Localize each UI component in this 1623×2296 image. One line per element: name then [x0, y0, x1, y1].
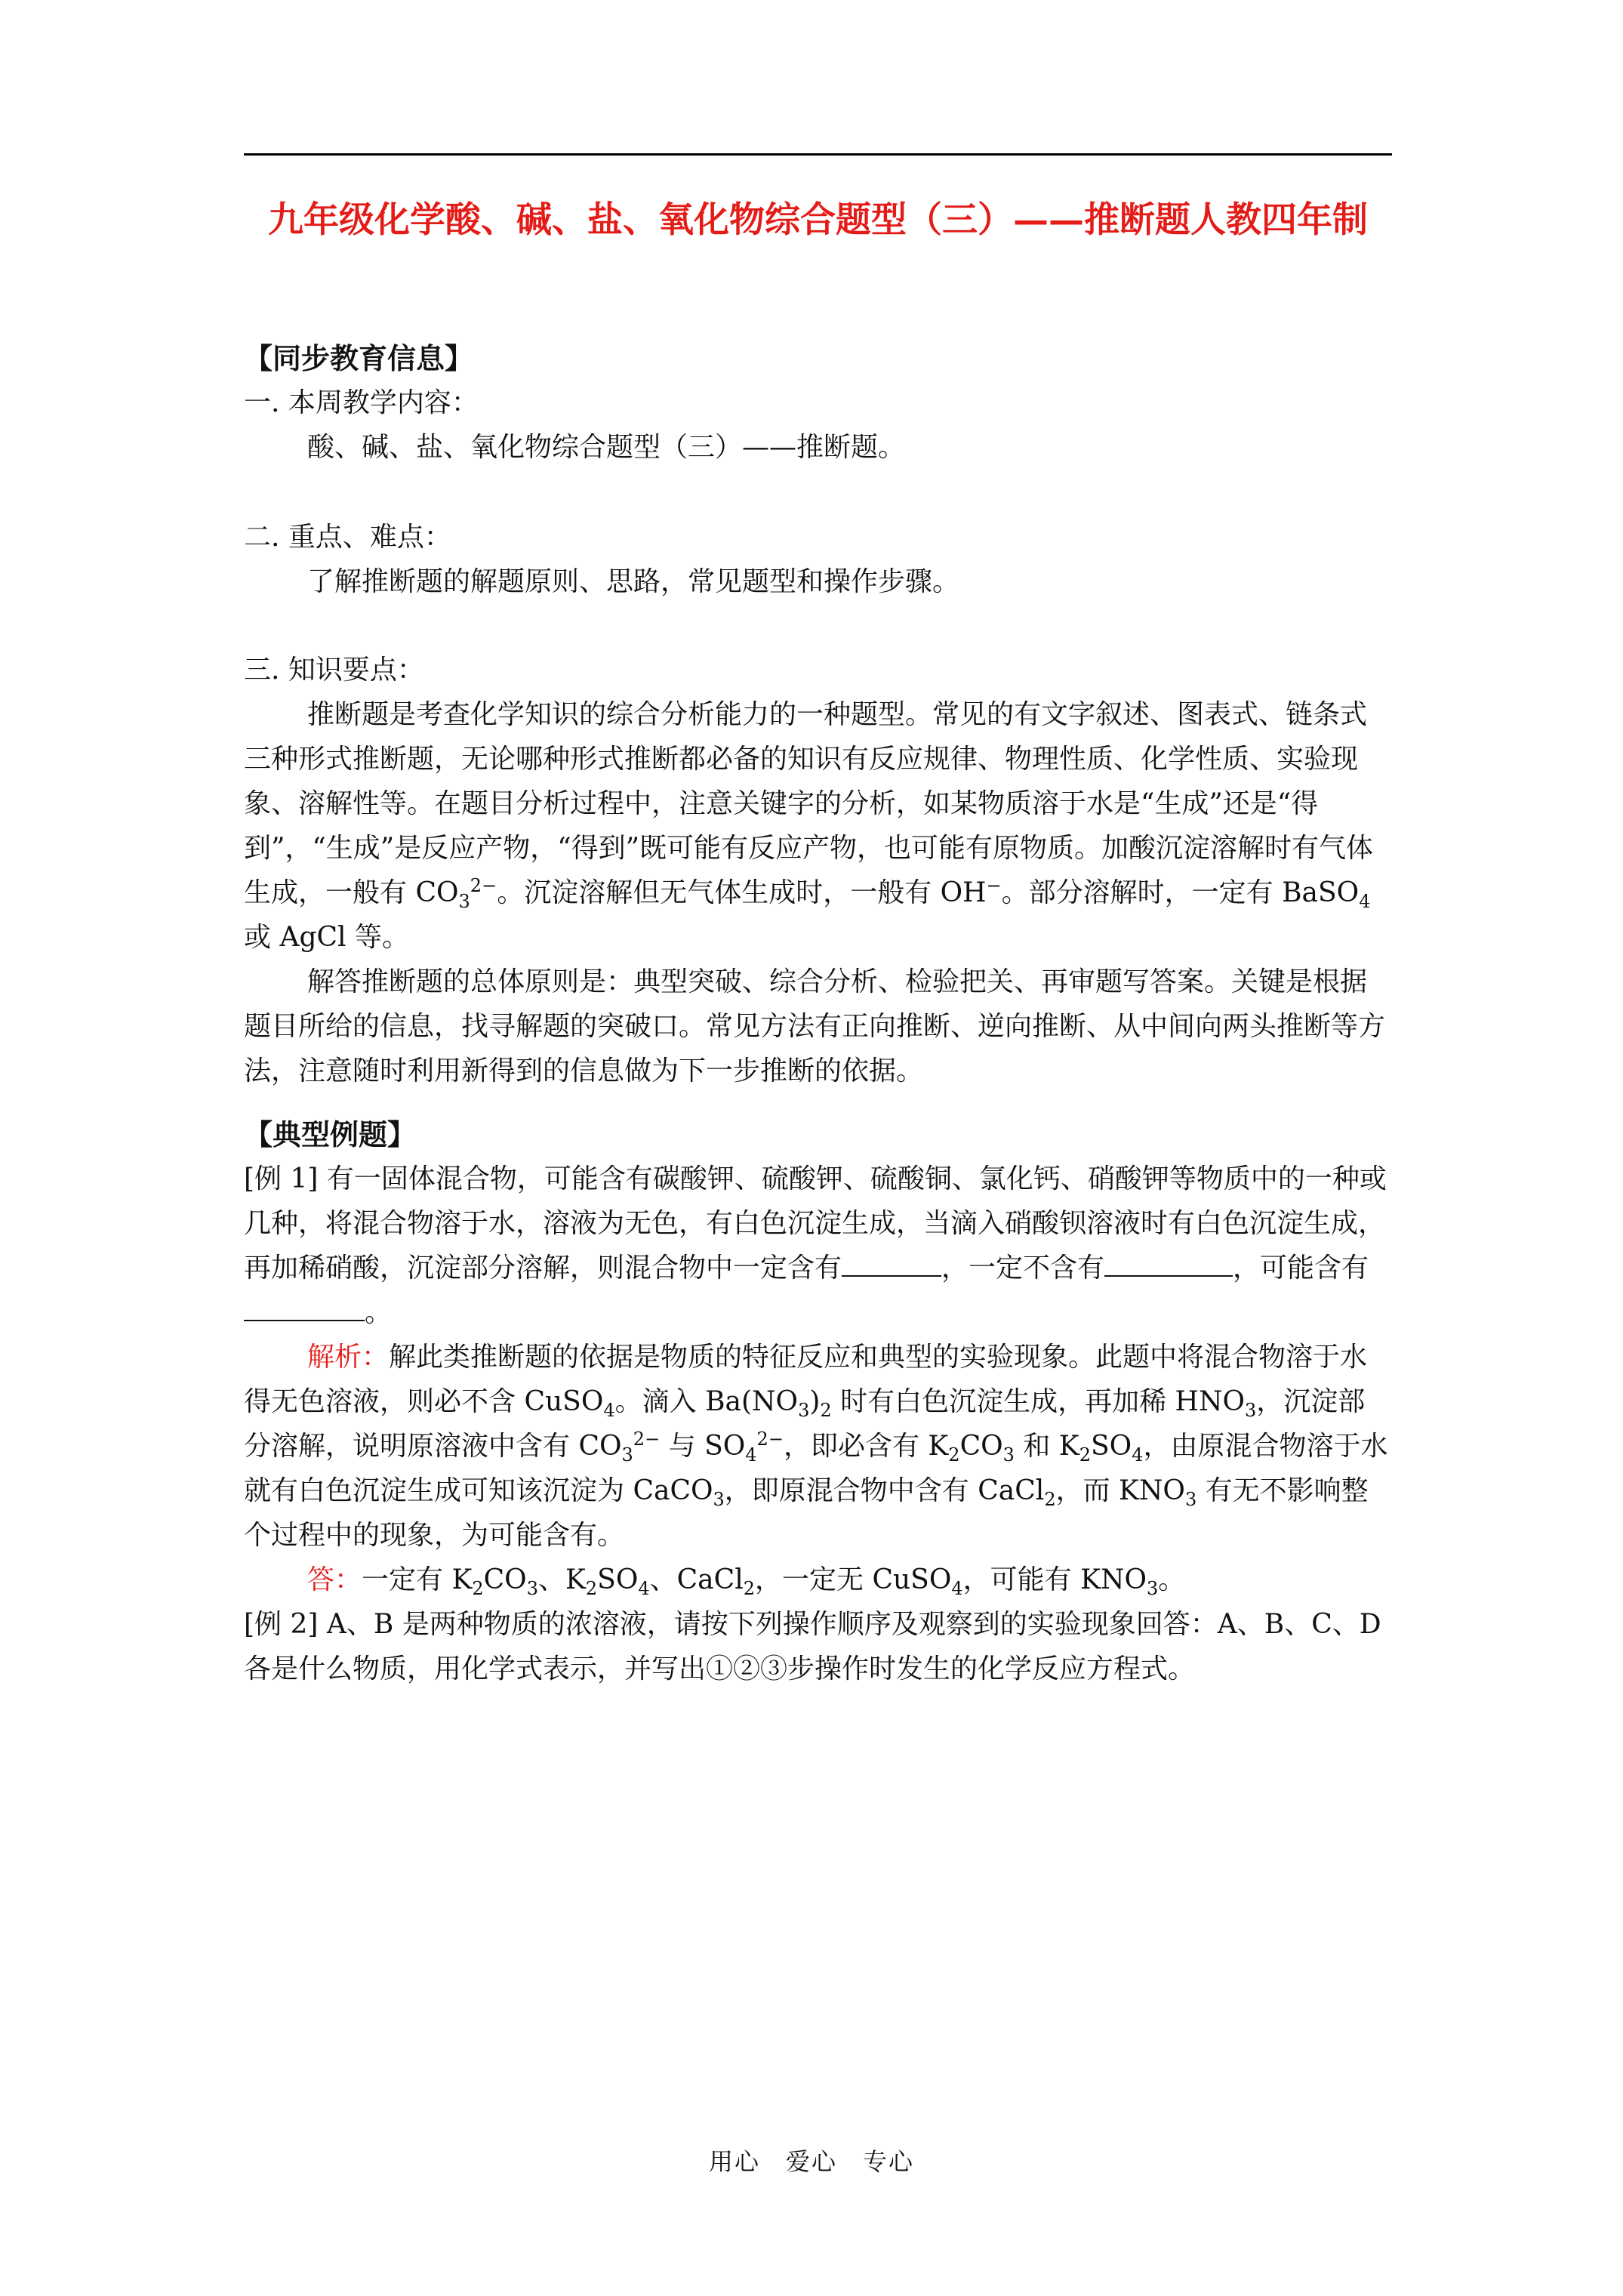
- section-2-label: 二. 重点、难点：: [244, 522, 451, 553]
- header-rule: [244, 153, 1392, 156]
- example-2-question: [例 2] A、B 是两种物质的浓溶液，请按下列操作顺序及观察到的实验现象回答：A、B、C、D 各是什么物质，用化学式表示，并写出①②③步操作时发生的化学反应方程式。: [244, 1609, 1381, 1684]
- section-3-label: 三. 知识要点：: [244, 655, 424, 686]
- section-1-label: 一. 本周教学内容：: [244, 387, 479, 418]
- answer-label: 答：: [307, 1564, 362, 1595]
- knowledge-paragraph-2: 解答推断题的总体原则是：典型突破、综合分析、检验把关、再审题写答案。关键是根据题目所给的信息，找寻解题的突破口。常见方法有正向推断、逆向推断、从中间向两头推断等方法，注意随时利用新得到的信息做为下一步推断的依据。: [244, 966, 1386, 1086]
- examples-header: 【典型例题】: [244, 1117, 417, 1151]
- section-3: [244, 648, 1392, 1093]
- analysis-label: 解析：: [307, 1342, 390, 1373]
- page-footer: 用心 爱心 专心: [708, 2147, 914, 2176]
- knowledge-paragraph-1: 推断题是考查化学知识的综合分析能力的一种题型。常见的有文字叙述、图表式、链条式三种形式推断题，无论哪种形式推断都必备的知识有反应规律、物理性质、化学性质、实验现象、溶解性等。在题目分析过程中，注意关键字的分析，如某物质溶于水是“生成”还是“得到”，“生成”是反应产物，“得到”既可能有反应产物，也可能有原物质。加酸沉淀溶解时有气体生成，一般有 $CO_3^{2-}$。沉淀溶解但无气体生成时，一般有 OH−。部分溶解时，一定有 BaSO$_4$ 或 AgCl 等。: [244, 699, 1374, 953]
- examples-section: [244, 1112, 1392, 1691]
- section-2: [244, 515, 1392, 604]
- example-1-question: [例 1] 有一固体混合物，可能含有碳酸钾、硫酸钾、硫酸铜、氯化钙、硝酸钾等物质中的一种或几种，将混合物溶于水，溶液为无色，有白色沉淀生成，当滴入硝酸钡溶液时有白色沉淀生成，再加稀硝酸，沉淀部分溶解，则混合物中一定含有 ，一定不含有 ，可能含有。: [244, 1163, 1387, 1328]
- section-1-content: 酸、碱、盐、氧化物综合题型（三）——推断题。: [307, 432, 906, 463]
- section-sync-info: [244, 336, 1392, 470]
- document-title: 九年级化学酸、碱、盐、氧化物综合题型（三）——推断题人教四年制: [268, 199, 1368, 241]
- answer-blank-2[interactable]: [1104, 1248, 1233, 1277]
- example-1-answer: 答：一定有 $K_2CO_3$、$K_2SO_4$、CaCl$_2$，一定无 CuSO$_4$，可能有 $KNO_3$。: [307, 1564, 1186, 1600]
- section-2-content: 了解推断题的解题原则、思路，常见题型和操作步骤。: [307, 566, 960, 597]
- answer-blank-1[interactable]: [842, 1248, 941, 1277]
- example-1-analysis: 解析：解此类推断题的依据是物质的特征反应和典型的实验现象。此题中将混合物溶于水得无色溶液，则必不含 CuSO$_4$。滴入 $Ba(NO_3)_2$ 时有白色沉淀生成，再加稀 $HNO_3$，沉淀部分溶解，说明原溶液中含有 $CO_3^{2-}$ 与 $SO_4^{2-}$，即必含有 $K_2CO_3$ 和 $K_2SO_4$，由原混合物溶于水就有白色沉淀生成可知该沉淀为 CaCO$_3$，即原混合物中含有 CaCl$_2$，而 $KNO_3$ 有无不影响整个过程中的现象，为可能含有。: [244, 1342, 1388, 1551]
- sync-info-header: 【同步教育信息】: [244, 341, 474, 375]
- answer-blank-3[interactable]: [244, 1293, 365, 1321]
